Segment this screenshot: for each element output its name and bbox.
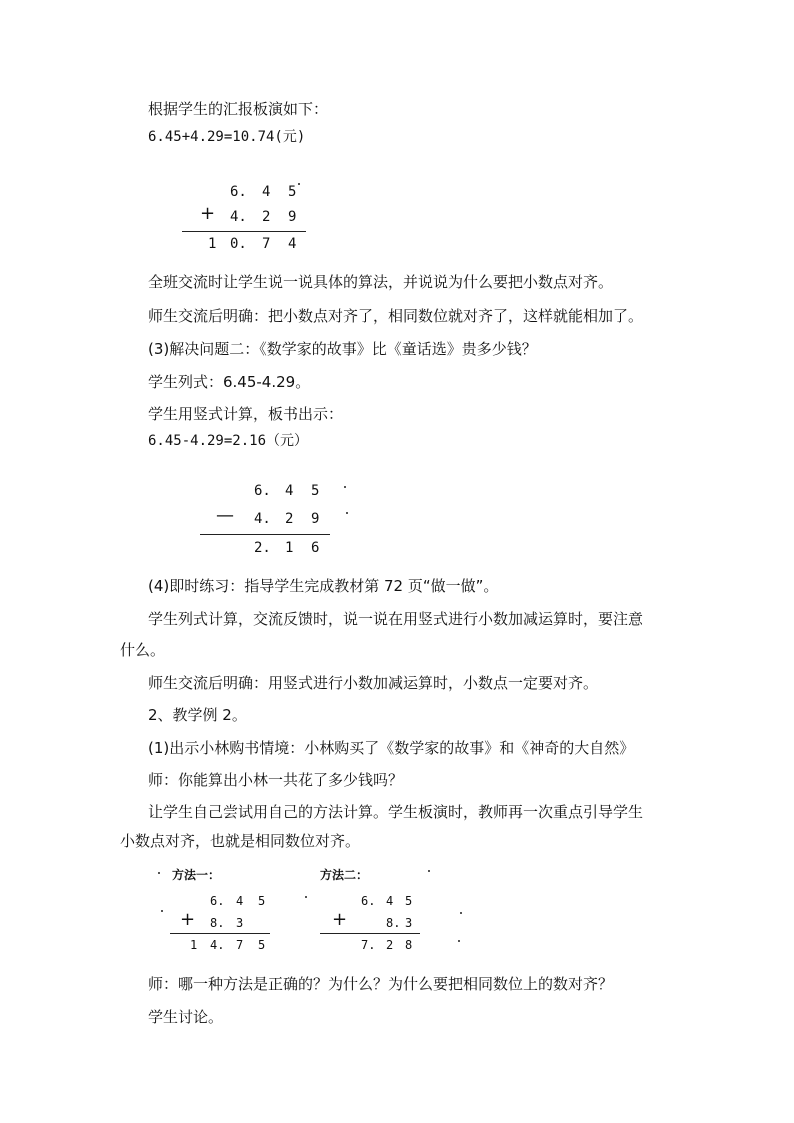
paragraph-conclusion-1: 师生交流后明确：把小数点对齐了，相同数位就对齐了，这样就能相加了。	[148, 307, 644, 325]
m2-result-digit: 7.	[361, 938, 376, 952]
paragraph-student-formula: 学生列式：6.45-4.29。	[148, 373, 311, 391]
m1-row1-digit: 5	[258, 894, 266, 908]
calc1-row1-digit: 5	[288, 184, 297, 200]
calc2-result-digit: 1	[285, 540, 294, 556]
paragraph-problem-2: (3)解决问题二：《数学家的故事》比《童话选》贵多少钱？	[148, 340, 537, 358]
m2-sum-line	[320, 933, 420, 934]
calc1-sum-line	[182, 231, 306, 232]
paragraph-scenario: (1)出示小林购书情境：小林购买了《数学家的故事》和《神奇的大自然》	[148, 739, 635, 757]
equation-subtraction: 6.45-4.29=2.16（元）	[148, 433, 309, 449]
calc2-result-digit: 2.	[254, 540, 271, 556]
paragraph-student-try-line1: 让学生自己尝试用自己的方法计算。学生板演时，教师再一次重点引导学生	[148, 803, 644, 821]
calc2-result-digit: 6	[311, 540, 320, 556]
paragraph-feedback-line1: 学生列式计算，交流反馈时，说一说在用竖式进行小数加减运算时，要注意	[148, 610, 644, 628]
calc2-row2-digit: 2	[285, 511, 294, 527]
calc2-row1-digit: 6.	[254, 483, 271, 499]
m1-result-digit: 5	[258, 938, 266, 952]
scan-speck	[344, 486, 346, 488]
calc1-row1-digit: 4	[262, 184, 271, 200]
calc1-result-digit: 1	[208, 236, 217, 252]
scan-speck	[305, 896, 307, 898]
scan-speck	[298, 183, 300, 185]
paragraph-teacher-question: 师：你能算出小林一共花了多少钱吗？	[148, 771, 404, 789]
m1-row1-digit: 4	[236, 894, 244, 908]
plus-sign: +	[200, 203, 216, 224]
calc2-row1-digit: 4	[285, 483, 294, 499]
m2-result-digit: 8	[405, 938, 413, 952]
plus-sign: +	[180, 909, 196, 930]
paragraph-teacher-which-method: 师：哪一种方法是正确的？为什么？为什么要把相同数位上的数对齐？	[148, 975, 614, 993]
calc1-result-digit: 0.	[230, 236, 247, 252]
calc1-result-digit: 4	[288, 236, 297, 252]
scan-speck	[346, 512, 348, 514]
scan-speck	[158, 872, 160, 874]
calc1-result-digit: 7	[262, 236, 271, 252]
calc1-row1-digit: 6.	[230, 184, 247, 200]
paragraph-conclusion-2: 师生交流后明确：用竖式进行小数加减运算时，小数点一定要对齐。	[148, 674, 599, 692]
calc2-row2-digit: 4.	[254, 511, 271, 527]
minus-sign: —	[216, 505, 234, 526]
m2-row2-digit: 3	[405, 916, 413, 930]
m1-row2-digit: 8.	[210, 916, 225, 930]
scan-speck	[161, 910, 163, 912]
m1-row1-digit: 6.	[210, 894, 225, 908]
m2-result-digit: 2	[386, 938, 394, 952]
paragraph-board-intro: 根据学生的汇报板演如下：	[148, 100, 329, 118]
paragraph-student-try-line2: 小数点对齐，也就是相同数位对齐。	[120, 832, 361, 850]
calc2-row2-digit: 9	[311, 511, 320, 527]
m2-row1-digit: 5	[405, 894, 413, 908]
calc2-difference-line	[200, 534, 330, 535]
paragraph-class-discussion: 全班交流时让学生说一说具体的算法，并说说为什么要把小数点对齐。	[148, 273, 614, 291]
plus-sign: +	[332, 909, 348, 930]
method-one-label: 方法一：	[172, 868, 221, 882]
paragraph-feedback-line2: 什么。	[120, 641, 166, 659]
calc1-row2-digit: 2	[262, 209, 271, 225]
section-heading-example-2: 2、教学例 2。	[148, 706, 247, 724]
equation-addition: 6.45+4.29=10.74(元)	[148, 129, 306, 145]
m1-row2-digit: 3	[236, 916, 244, 930]
scan-speck	[460, 912, 462, 914]
calc1-row2-digit: 9	[288, 209, 297, 225]
m2-row1-digit: 4	[386, 894, 394, 908]
method-two-label: 方法二：	[320, 868, 369, 882]
paragraph-board-display: 学生用竖式计算，板书出示：	[148, 405, 344, 423]
m2-row2-digit: 8.	[386, 916, 401, 930]
m2-row1-digit: 6.	[361, 894, 376, 908]
scan-speck	[428, 870, 430, 872]
m1-result-digit: 1	[190, 938, 198, 952]
m1-sum-line	[170, 933, 270, 934]
paragraph-practice: (4)即时练习：指导学生完成教材第 72 页“做一做”。	[148, 577, 499, 595]
m1-result-digit: 4.	[210, 938, 225, 952]
calc1-row2-digit: 4.	[230, 209, 247, 225]
scan-speck	[458, 940, 460, 942]
paragraph-student-discuss: 学生讨论。	[148, 1008, 224, 1026]
calc2-row1-digit: 5	[311, 483, 320, 499]
m1-result-digit: 7	[236, 938, 244, 952]
